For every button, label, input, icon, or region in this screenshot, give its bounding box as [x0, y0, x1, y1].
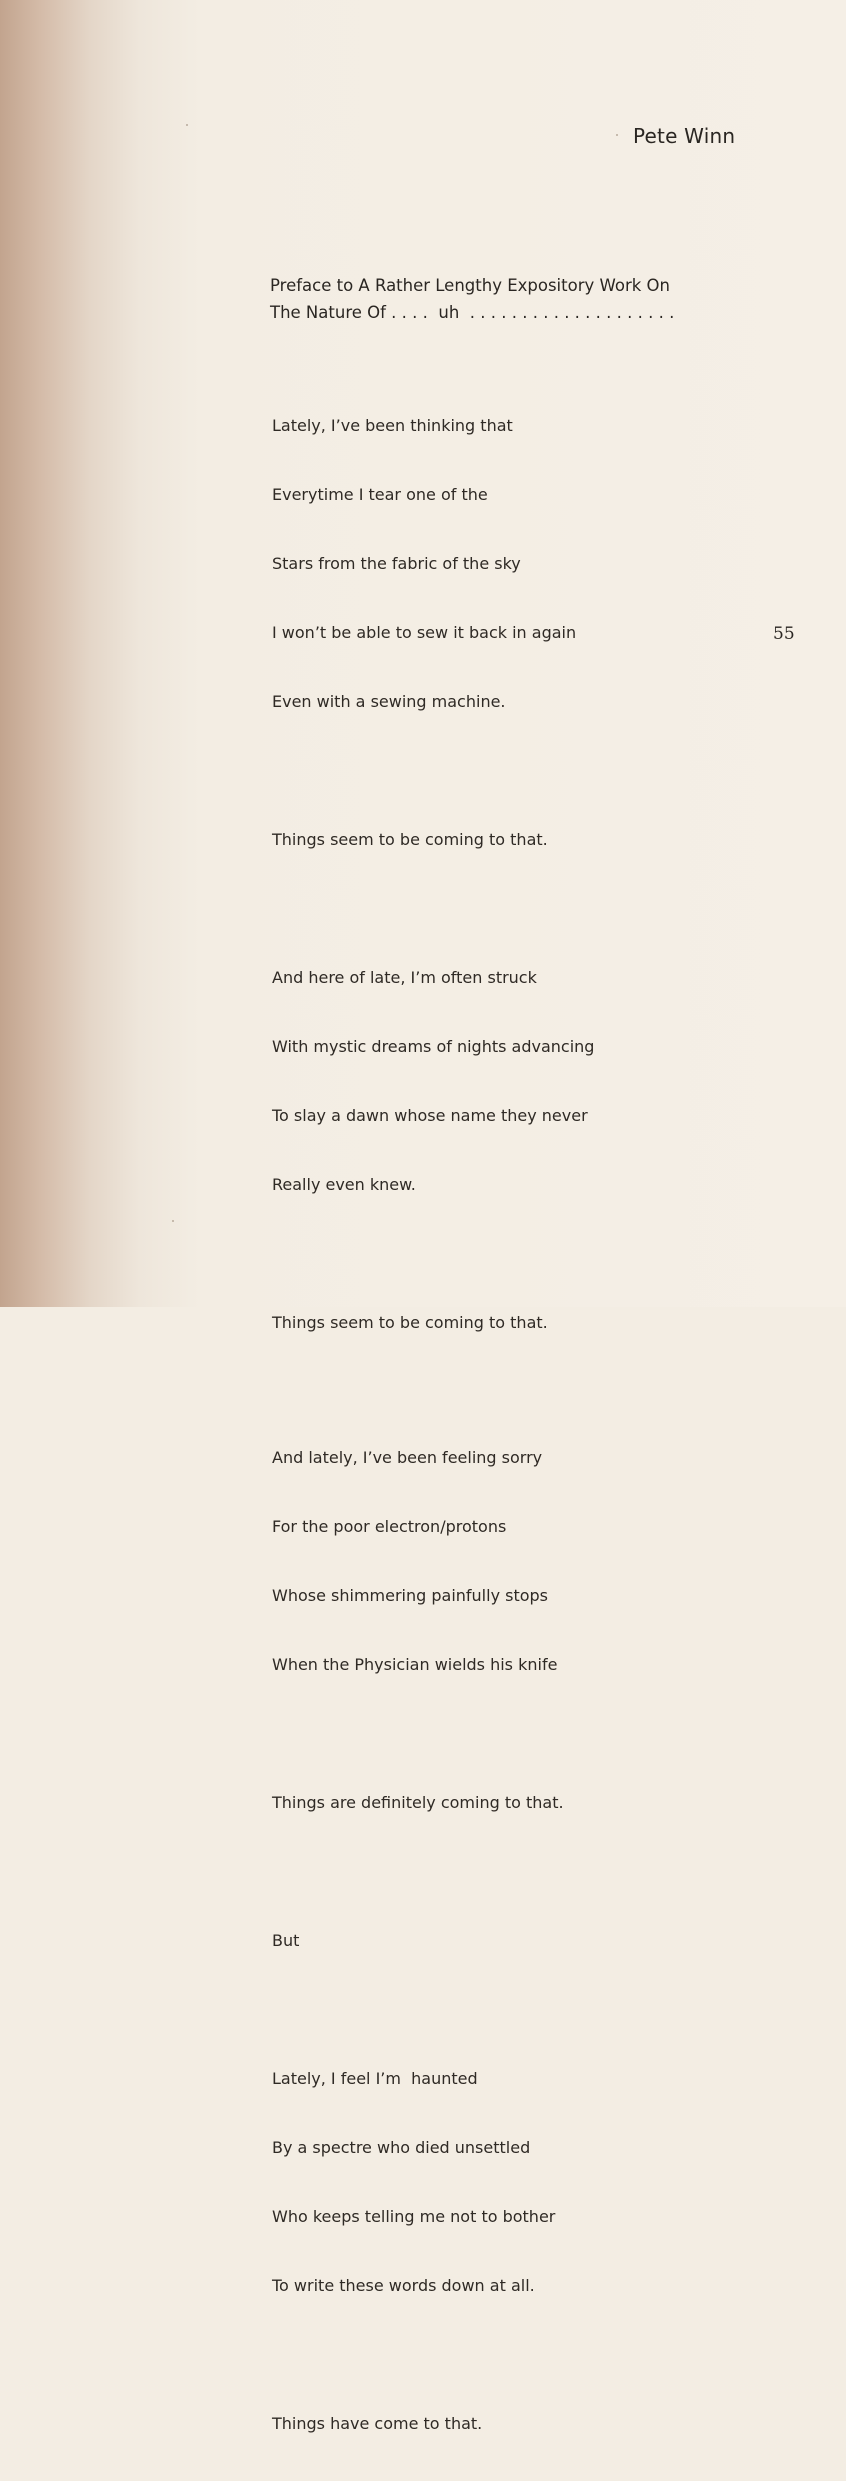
- poem-refrain: Things are definitely coming to that.: [272, 1793, 564, 1812]
- poem-line: Really even knew.: [272, 1175, 416, 1194]
- stanza-break: [272, 897, 594, 920]
- poem-title-line: Preface to A Rather Lengthy Expository Work On: [270, 276, 670, 295]
- poem-line: By a spectre who died unsettled: [272, 2138, 531, 2157]
- poem-line: Everytime I tear one of the: [272, 485, 488, 504]
- stanza-break: [272, 2343, 594, 2366]
- stanza-break: [272, 1380, 594, 1400]
- poem-line: To slay a dawn whose name they never: [272, 1106, 588, 1125]
- stanza-break: [272, 759, 594, 782]
- poem-title-line: The Nature Of . . . . uh . . . . . . . . . . . . . . . . . . . .: [270, 303, 675, 322]
- poem-line: But: [272, 1931, 300, 1950]
- stanza-break: [272, 1860, 594, 1883]
- paper-speck: [172, 1220, 174, 1222]
- poem-refrain: Things seem to be coming to that.: [272, 830, 548, 849]
- page-number: 55: [773, 624, 795, 644]
- poem-line: Stars from the fabric of the sky: [272, 554, 521, 573]
- poem-line: And here of late, I’m often struck: [272, 968, 537, 987]
- poem-refrain: Things seem to be coming to that.: [272, 1313, 548, 1332]
- poem-line: I won’t be able to sew it back in again: [272, 623, 577, 642]
- poem-line: Even with a sewing machine.: [272, 692, 506, 711]
- poem-refrain: Things have come to that.: [272, 2414, 483, 2433]
- paper-speck: [186, 124, 188, 126]
- poem-line: And lately, I’ve been feeling sorry: [272, 1448, 543, 1467]
- poem-line: For the poor electron/protons: [272, 1517, 507, 1536]
- poem-body: [272, 368, 594, 2481]
- stanza-break: [272, 1722, 594, 1745]
- stanza-break: [272, 1998, 594, 2021]
- poem-line: Lately, I’ve been thinking that: [272, 416, 513, 435]
- poem-line: With mystic dreams of nights advancing: [272, 1037, 595, 1056]
- stanza-break: [272, 1242, 594, 1265]
- poem-line: Whose shimmering painfully stops: [272, 1586, 549, 1605]
- poem-line: To write these words down at all.: [272, 2276, 535, 2295]
- poem-line: Who keeps telling me not to bother: [272, 2207, 556, 2226]
- poem-line: Lately, I feel I’m haunted: [272, 2069, 478, 2088]
- author-name: Pete Winn: [633, 124, 736, 148]
- paper-speck: [616, 134, 618, 136]
- poem-line: When the Physician wields his knife: [272, 1655, 558, 1674]
- poem-title: [270, 272, 674, 326]
